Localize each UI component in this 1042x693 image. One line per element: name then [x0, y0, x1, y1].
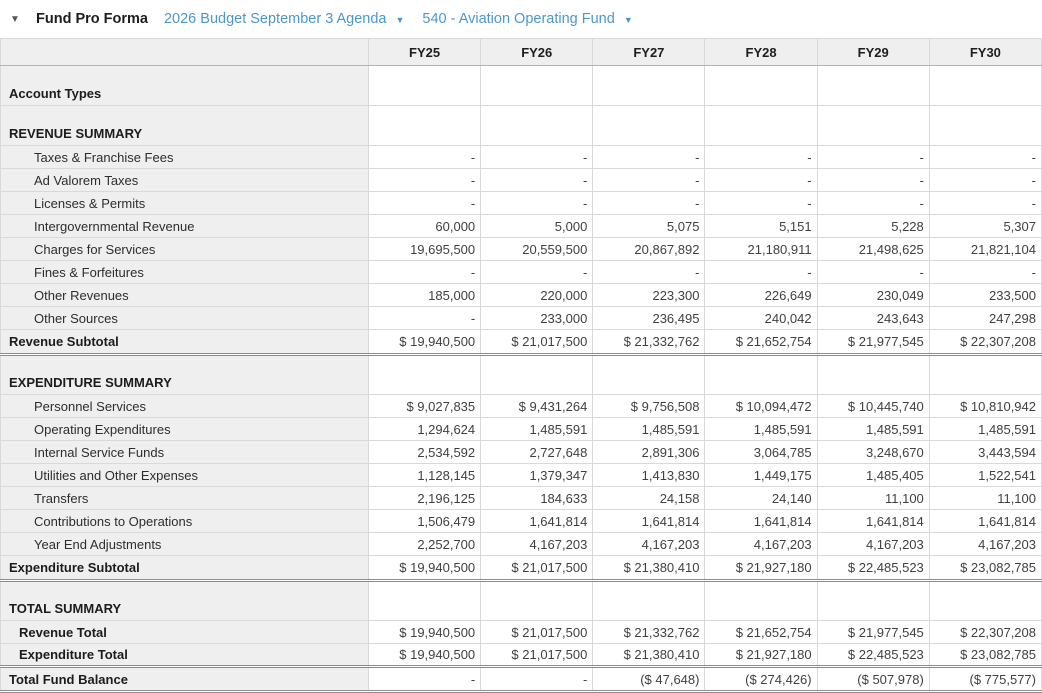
value-cell: 4,167,203 — [817, 533, 929, 556]
value-cell: 226,649 — [705, 284, 817, 307]
value-cell: 11,100 — [817, 487, 929, 510]
value-cell — [593, 355, 705, 395]
value-cell: 5,151 — [705, 215, 817, 238]
value-cell: 5,075 — [593, 215, 705, 238]
table-row — [1, 66, 1042, 106]
value-cell — [705, 106, 817, 146]
column-header: FY29 — [817, 39, 929, 66]
value-cell: 1,485,591 — [929, 418, 1041, 441]
row-label: Taxes & Franchise Fees — [1, 146, 369, 169]
row-label: Intergovernmental Revenue — [1, 215, 369, 238]
value-cell — [817, 106, 929, 146]
budget-version-dropdown[interactable] — [164, 11, 404, 27]
value-cell — [369, 581, 481, 621]
row-label: Year End Adjustments — [1, 533, 369, 556]
value-cell: - — [817, 192, 929, 215]
row-label: Expenditure Subtotal — [1, 556, 369, 581]
value-cell: $ 21,017,500 — [481, 330, 593, 355]
collapse-icon[interactable]: ▼ — [10, 13, 20, 25]
value-cell: 1,522,541 — [929, 464, 1041, 487]
value-cell: - — [481, 169, 593, 192]
column-header: FY25 — [369, 39, 481, 66]
value-cell: - — [705, 261, 817, 284]
row-label: Operating Expenditures — [1, 418, 369, 441]
value-cell: $ 21,017,500 — [481, 644, 593, 667]
value-cell: 20,559,500 — [481, 238, 593, 261]
pro-forma-table — [0, 38, 1042, 693]
value-cell: - — [369, 169, 481, 192]
column-header: FY26 — [481, 39, 593, 66]
value-cell: $ 21,380,410 — [593, 644, 705, 667]
value-cell: - — [817, 146, 929, 169]
value-cell: 2,252,700 — [369, 533, 481, 556]
row-label: Total Fund Balance — [1, 667, 369, 692]
value-cell: - — [369, 192, 481, 215]
value-cell: 21,821,104 — [929, 238, 1041, 261]
value-cell: 243,643 — [817, 307, 929, 330]
column-header: FY30 — [929, 39, 1041, 66]
value-cell — [369, 106, 481, 146]
value-cell: $ 23,082,785 — [929, 644, 1041, 667]
column-header: FY27 — [593, 39, 705, 66]
value-cell — [817, 581, 929, 621]
value-cell: - — [481, 192, 593, 215]
value-cell: 184,633 — [481, 487, 593, 510]
value-cell: $ 21,927,180 — [705, 644, 817, 667]
value-cell — [705, 66, 817, 106]
row-label: Expenditure Total — [1, 644, 369, 667]
value-cell: 1,449,175 — [705, 464, 817, 487]
value-cell: $ 22,307,208 — [929, 621, 1041, 644]
table-row — [1, 487, 1042, 510]
value-cell: - — [929, 192, 1041, 215]
value-cell: 230,049 — [817, 284, 929, 307]
value-cell: ($ 775,577) — [929, 667, 1041, 692]
value-cell: 3,248,670 — [817, 441, 929, 464]
value-cell: 2,727,648 — [481, 441, 593, 464]
value-cell: 1,485,591 — [705, 418, 817, 441]
value-cell: $ 22,307,208 — [929, 330, 1041, 355]
value-cell: $ 19,940,500 — [369, 330, 481, 355]
value-cell: - — [817, 169, 929, 192]
value-cell: 20,867,892 — [593, 238, 705, 261]
table-row — [1, 556, 1042, 581]
row-label: Personnel Services — [1, 395, 369, 418]
value-cell — [929, 355, 1041, 395]
value-cell — [481, 355, 593, 395]
table-row — [1, 510, 1042, 533]
value-cell: 11,100 — [929, 487, 1041, 510]
row-label: Internal Service Funds — [1, 441, 369, 464]
value-cell: 1,128,145 — [369, 464, 481, 487]
value-cell — [481, 106, 593, 146]
column-header-row — [1, 39, 1042, 66]
value-cell: 247,298 — [929, 307, 1041, 330]
value-cell: 1,641,814 — [481, 510, 593, 533]
value-cell: 4,167,203 — [481, 533, 593, 556]
value-cell: 1,506,479 — [369, 510, 481, 533]
value-cell: 3,443,594 — [929, 441, 1041, 464]
value-cell: - — [593, 146, 705, 169]
value-cell: 233,000 — [481, 307, 593, 330]
value-cell: 4,167,203 — [929, 533, 1041, 556]
value-cell: 1,485,405 — [817, 464, 929, 487]
row-label: Licenses & Permits — [1, 192, 369, 215]
value-cell: 1,379,347 — [481, 464, 593, 487]
table-row — [1, 621, 1042, 644]
value-cell: 2,891,306 — [593, 441, 705, 464]
table-row — [1, 330, 1042, 355]
value-cell: - — [929, 146, 1041, 169]
value-cell: $ 23,082,785 — [929, 556, 1041, 581]
value-cell — [817, 355, 929, 395]
table-row — [1, 644, 1042, 667]
value-cell: 1,641,814 — [929, 510, 1041, 533]
row-label: Contributions to Operations — [1, 510, 369, 533]
row-label: Revenue Subtotal — [1, 330, 369, 355]
value-cell: $ 10,094,472 — [705, 395, 817, 418]
value-cell: - — [481, 261, 593, 284]
row-label: Account Types — [1, 66, 369, 106]
value-cell — [481, 66, 593, 106]
value-cell: 1,485,591 — [481, 418, 593, 441]
value-cell: 5,307 — [929, 215, 1041, 238]
value-cell: $ 21,332,762 — [593, 621, 705, 644]
value-cell: - — [481, 667, 593, 692]
value-cell: 223,300 — [593, 284, 705, 307]
value-cell: $ 22,485,523 — [817, 644, 929, 667]
value-cell: $ 19,940,500 — [369, 644, 481, 667]
value-cell: $ 19,940,500 — [369, 621, 481, 644]
value-cell: - — [705, 169, 817, 192]
value-cell: - — [369, 261, 481, 284]
value-cell: 233,500 — [929, 284, 1041, 307]
value-cell: - — [817, 261, 929, 284]
value-cell: - — [593, 192, 705, 215]
table-row — [1, 192, 1042, 215]
table-row — [1, 418, 1042, 441]
row-label: TOTAL SUMMARY — [1, 581, 369, 621]
value-cell: 220,000 — [481, 284, 593, 307]
value-cell: 21,180,911 — [705, 238, 817, 261]
value-cell: ($ 47,648) — [593, 667, 705, 692]
value-cell: $ 21,017,500 — [481, 556, 593, 581]
value-cell: 240,042 — [705, 307, 817, 330]
value-cell: 19,695,500 — [369, 238, 481, 261]
table-row — [1, 441, 1042, 464]
value-cell: $ 9,431,264 — [481, 395, 593, 418]
table-row — [1, 355, 1042, 395]
value-cell: - — [481, 146, 593, 169]
table-row — [1, 215, 1042, 238]
page-title: Fund Pro Forma — [36, 11, 148, 27]
value-cell: - — [929, 261, 1041, 284]
value-cell — [929, 106, 1041, 146]
value-cell: ($ 274,426) — [705, 667, 817, 692]
value-cell: - — [369, 307, 481, 330]
value-cell: $ 21,652,754 — [705, 621, 817, 644]
value-cell: 60,000 — [369, 215, 481, 238]
value-cell — [705, 355, 817, 395]
value-cell: $ 21,927,180 — [705, 556, 817, 581]
value-cell: $ 10,445,740 — [817, 395, 929, 418]
row-label: Ad Valorem Taxes — [1, 169, 369, 192]
fund-dropdown-label: 540 - Aviation Operating Fund — [422, 11, 615, 27]
value-cell: - — [593, 169, 705, 192]
value-cell: - — [369, 667, 481, 692]
fund-dropdown[interactable] — [422, 11, 632, 27]
value-cell: $ 22,485,523 — [817, 556, 929, 581]
value-cell: 24,158 — [593, 487, 705, 510]
row-label: Charges for Services — [1, 238, 369, 261]
value-cell: 5,000 — [481, 215, 593, 238]
value-cell — [593, 581, 705, 621]
value-cell: 4,167,203 — [705, 533, 817, 556]
value-cell: $ 19,940,500 — [369, 556, 481, 581]
value-cell: 1,641,814 — [817, 510, 929, 533]
value-cell: 1,485,591 — [817, 418, 929, 441]
value-cell: 24,140 — [705, 487, 817, 510]
value-cell: - — [705, 146, 817, 169]
value-cell: 2,196,125 — [369, 487, 481, 510]
toolbar — [0, 0, 1042, 38]
value-cell: 1,641,814 — [593, 510, 705, 533]
value-cell: - — [929, 169, 1041, 192]
value-cell: 1,294,624 — [369, 418, 481, 441]
row-label: REVENUE SUMMARY — [1, 106, 369, 146]
table-row — [1, 238, 1042, 261]
chevron-down-icon: ▼ — [623, 15, 633, 25]
row-label: Revenue Total — [1, 621, 369, 644]
table-row — [1, 581, 1042, 621]
budget-version-dropdown-label: 2026 Budget September 3 Agenda — [163, 11, 387, 27]
value-cell: 236,495 — [593, 307, 705, 330]
value-cell: $ 9,756,508 — [593, 395, 705, 418]
value-cell — [817, 66, 929, 106]
column-header: FY28 — [705, 39, 817, 66]
value-cell: 3,064,785 — [705, 441, 817, 464]
table-row — [1, 667, 1042, 692]
row-label: Transfers — [1, 487, 369, 510]
value-cell: - — [369, 146, 481, 169]
value-cell: ($ 507,978) — [817, 667, 929, 692]
row-label: EXPENDITURE SUMMARY — [1, 355, 369, 395]
value-cell: - — [705, 192, 817, 215]
value-cell: 21,498,625 — [817, 238, 929, 261]
value-cell: 2,534,592 — [369, 441, 481, 464]
value-cell: 4,167,203 — [593, 533, 705, 556]
value-cell — [593, 106, 705, 146]
value-cell — [929, 66, 1041, 106]
row-label: Other Sources — [1, 307, 369, 330]
value-cell: 185,000 — [369, 284, 481, 307]
table-row — [1, 261, 1042, 284]
table-row — [1, 533, 1042, 556]
row-label: Fines & Forfeitures — [1, 261, 369, 284]
value-cell — [481, 581, 593, 621]
value-cell: $ 21,977,545 — [817, 621, 929, 644]
value-cell: $ 21,380,410 — [593, 556, 705, 581]
table-row — [1, 106, 1042, 146]
value-cell: - — [593, 261, 705, 284]
table-row — [1, 395, 1042, 418]
value-cell: 1,485,591 — [593, 418, 705, 441]
value-cell: 5,228 — [817, 215, 929, 238]
chevron-down-icon: ▼ — [395, 15, 405, 25]
value-cell: 1,413,830 — [593, 464, 705, 487]
value-cell — [593, 66, 705, 106]
value-cell: $ 9,027,835 — [369, 395, 481, 418]
value-cell: $ 21,017,500 — [481, 621, 593, 644]
table-row — [1, 169, 1042, 192]
table-row — [1, 307, 1042, 330]
table-row — [1, 284, 1042, 307]
row-label: Other Revenues — [1, 284, 369, 307]
value-cell: $ 21,652,754 — [705, 330, 817, 355]
row-label-header — [1, 39, 369, 66]
value-cell — [369, 355, 481, 395]
value-cell — [369, 66, 481, 106]
value-cell — [929, 581, 1041, 621]
value-cell: $ 21,977,545 — [817, 330, 929, 355]
value-cell — [705, 581, 817, 621]
value-cell: $ 10,810,942 — [929, 395, 1041, 418]
table-row — [1, 146, 1042, 169]
table-row — [1, 464, 1042, 487]
value-cell: 1,641,814 — [705, 510, 817, 533]
value-cell: $ 21,332,762 — [593, 330, 705, 355]
row-label: Utilities and Other Expenses — [1, 464, 369, 487]
